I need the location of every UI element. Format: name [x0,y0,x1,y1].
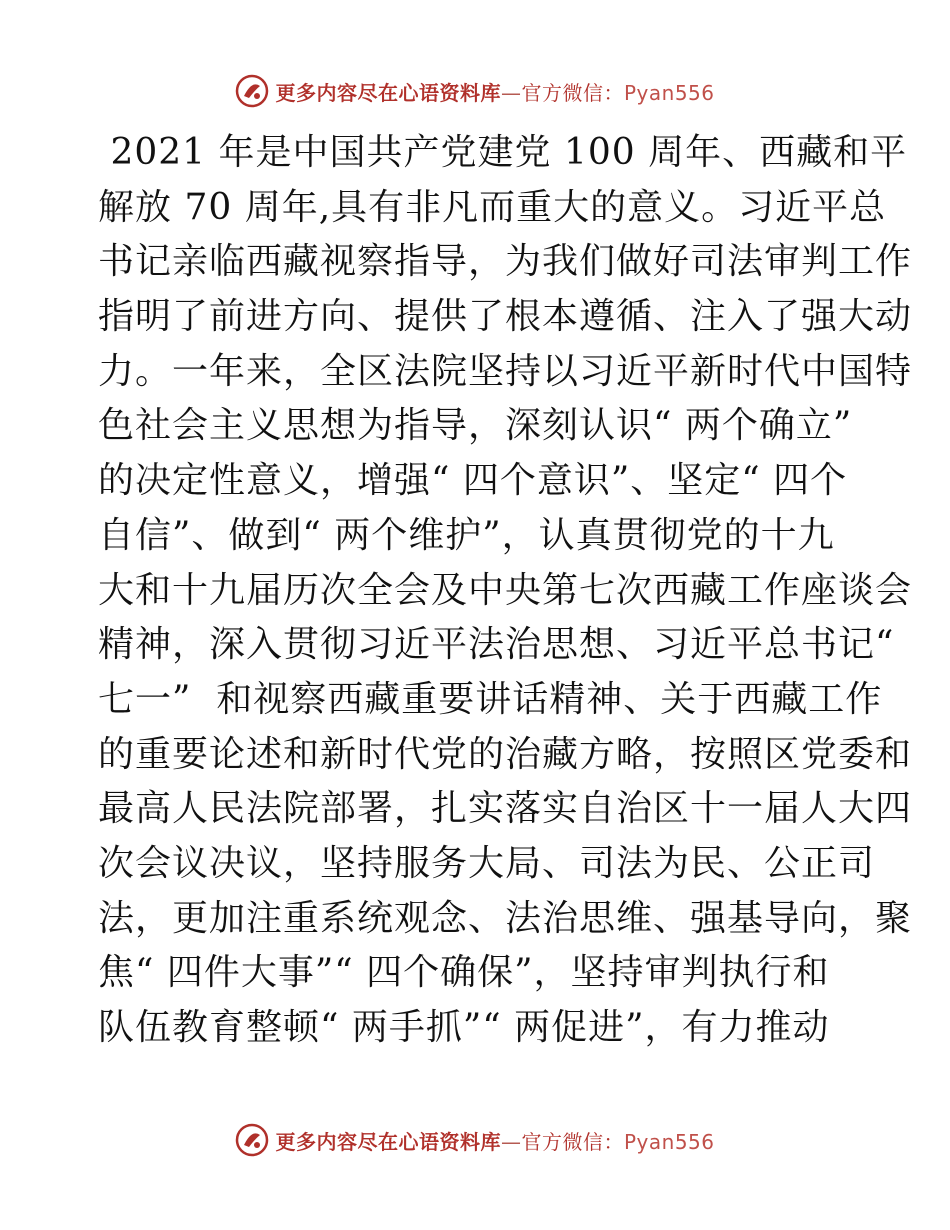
watermark-name: 更多内容尽在心语资料库 [275,1129,501,1154]
text-line: 指明了前进方向、提供了根本遵循、注入了强大动 [98,296,913,338]
header-watermark [0,71,950,111]
header-watermark-text [275,77,714,106]
text-line: 2021 年是中国共产党建党 100 周年、西藏和平 [98,132,908,173]
text-line: 次会议决议，坚持服务大局、司法为民、公正司 [98,842,876,884]
text-line: 书记亲临西藏视察指导，为我们做好司法审判工作 [98,241,913,283]
text-line: 法，更加注重系统观念、法治思维、强基导向，聚 [98,897,913,939]
text-line: 七一” 和视察西藏重要讲话精神、关于西藏工作 [98,678,883,720]
text-line: 力。一年来，全区法院坚持以习近平新时代中国特 [98,350,913,392]
text-line: 色社会主义思想为指导，深刻认识“ 两个确立” [98,405,853,447]
text-line: 的重要论述和新时代党的治藏方略，按照区党委和 [98,733,913,775]
watermark-wechat-id: Pyan556 [623,1129,715,1154]
text-line: 精神，深入贯彻习近平法治思想、习近平总书记“ [98,624,895,666]
watermark-separator: — [500,80,522,105]
text-line: 大和十九届历次全会及中央第七次西藏工作座谈会 [98,569,913,611]
text-line: 焦“ 四件大事”“ 四个确保”，坚持审判执行和 [98,952,830,994]
text-line: 最高人民法院部署，扎实落实自治区十一届人大四 [98,788,913,830]
watermark-label: 官方微信： [521,80,624,105]
text-line: 解放 70 周年,具有非凡而重大的意义。习近平总 [98,186,887,228]
text-line: 的决定性意义，增强“ 四个意识”、坚定“ 四个 [98,460,848,502]
brand-logo-icon [235,1123,269,1157]
text-line: 队伍教育整顿“ 两手抓”“ 两促进”，有力推动 [98,1007,830,1048]
footer-watermark-text [275,1126,714,1155]
watermark-label: 官方微信： [521,1129,624,1154]
brand-logo-icon [235,74,269,108]
watermark-wechat-id: Pyan556 [623,80,715,105]
document-body [98,126,913,1056]
footer-watermark [0,1120,950,1160]
text-line: 自信”、做到“ 两个维护”，认真贯彻党的十九 [98,514,835,556]
watermark-separator: — [500,1129,522,1154]
watermark-name: 更多内容尽在心语资料库 [275,80,501,105]
